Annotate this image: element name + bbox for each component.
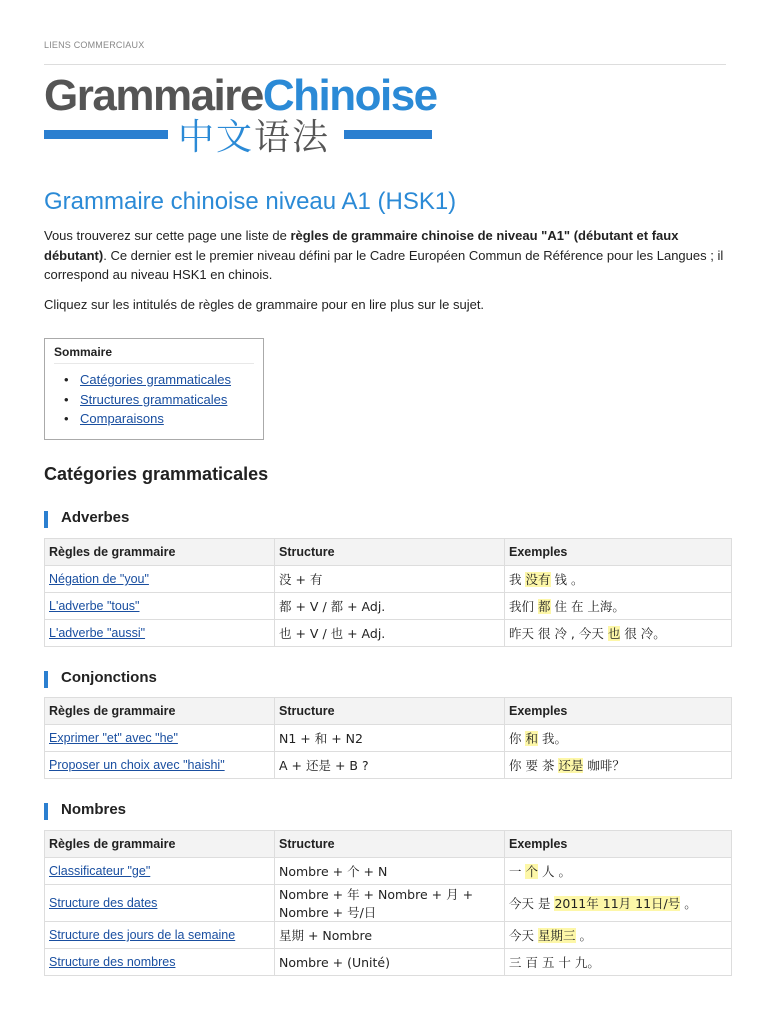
- example-highlight: 和: [525, 731, 538, 746]
- table-of-contents: [44, 338, 264, 440]
- example-highlight: 星期三: [537, 928, 576, 943]
- example-text: 我们: [509, 599, 538, 614]
- example-text: 今天: [509, 928, 538, 943]
- rule-link[interactable]: Classificateur "ge": [49, 864, 151, 878]
- col-header-rule: Règles de grammaire: [45, 698, 275, 725]
- table-adverbes: [44, 538, 732, 647]
- example-highlight: 2011年 11月 11日/号: [554, 896, 681, 911]
- toc-link-categories[interactable]: Catégories grammaticales: [80, 372, 232, 387]
- col-header-rule: Règles de grammaire: [45, 539, 275, 566]
- table-row: [45, 752, 732, 779]
- structure-cell: Nombre + 个 + N: [275, 858, 505, 885]
- example-text: 人 。: [538, 864, 571, 879]
- rule-cell: [45, 922, 275, 949]
- subsection-heading-nombres: Nombres: [44, 801, 126, 818]
- toc-link-structures[interactable]: Structures grammaticales: [80, 391, 228, 407]
- logo-cn1: 中文: [178, 117, 255, 158]
- subsection-heading-conjonctions: Conjonctions: [44, 669, 157, 686]
- example-text: 钱 。: [550, 572, 584, 587]
- structure-cell: 都 + V / 都 + Adj.: [275, 593, 505, 620]
- example-cell: [505, 725, 732, 752]
- example-text: 一: [509, 864, 526, 879]
- structure-cell: 星期 + Nombre: [275, 922, 505, 949]
- table-row: [45, 858, 732, 885]
- table-conjonctions: [44, 697, 732, 779]
- example-highlight: 都: [537, 599, 551, 614]
- rule-link[interactable]: L'adverbe "tous": [49, 599, 140, 613]
- page-title: Grammaire chinoise niveau A1 (HSK1): [44, 188, 457, 215]
- toc-item: [80, 390, 254, 410]
- structure-cell: Nombre + 年 + Nombre + 月 + Nombre + 号/日: [275, 885, 505, 922]
- rows-adverbes: [45, 566, 732, 647]
- rule-link[interactable]: Structure des jours de la semaine: [49, 928, 236, 942]
- logo-part2: Chinoise: [262, 71, 437, 120]
- rule-link[interactable]: Structure des dates: [49, 896, 158, 910]
- table-row: [45, 949, 732, 976]
- example-text: 三 百 五 十 九。: [509, 955, 600, 970]
- toc-link-comparaisons[interactable]: Comparaisons: [80, 411, 164, 426]
- divider: [44, 64, 726, 65]
- col-header-rule: Règles de grammaire: [45, 831, 275, 858]
- table-header-row: [45, 831, 732, 858]
- rule-link[interactable]: Structure des nombres: [49, 955, 176, 969]
- example-text: 很 冷。: [620, 626, 666, 641]
- logo-bar-left: [44, 130, 168, 139]
- example-highlight: 还是: [558, 758, 584, 773]
- example-text: 今天 是: [509, 896, 555, 911]
- rule-link[interactable]: Proposer un choix avec "haishi": [49, 758, 225, 772]
- toc-title: Sommaire: [54, 345, 254, 364]
- rule-cell: [45, 725, 275, 752]
- intro-text-2: . Ce dernier est le premier niveau défini par le Cadre Européen Commun de Référence pour les Langues ; il correspond au niveau HSK1 en chinois.: [44, 247, 724, 282]
- toc-item: [80, 409, 254, 429]
- intro-bold: règles de grammaire chinoise de niveau "A1" (débutant et faux débutant): [44, 228, 679, 263]
- toc-item: [80, 370, 254, 390]
- table-row: [45, 566, 732, 593]
- subsection-heading-adverbes: Adverbes: [44, 509, 129, 526]
- toc-list: [54, 370, 254, 429]
- logo-wordmark: [44, 71, 437, 120]
- rule-cell: [45, 885, 275, 922]
- structure-cell: Nombre + (Unité): [275, 949, 505, 976]
- example-highlight: 个: [525, 864, 538, 879]
- col-header-examples: Exemples: [505, 539, 732, 566]
- example-text: 咖啡？: [583, 758, 625, 773]
- table-header-row: [45, 539, 732, 566]
- example-highlight: 没有: [525, 572, 551, 587]
- example-text: 你: [509, 731, 526, 746]
- rule-cell: [45, 566, 275, 593]
- intro-text-1: Vous trouverez sur cette page une liste de: [44, 228, 291, 243]
- structure-cell: 也 + V / 也 + Adj.: [275, 620, 505, 647]
- rule-link[interactable]: Négation de "you": [49, 572, 149, 586]
- example-cell: [505, 922, 732, 949]
- ads-label: LIENS COMMERCIAUX: [44, 40, 145, 50]
- example-text: 你 要 茶: [509, 758, 559, 773]
- table-row: [45, 725, 732, 752]
- example-text: 。: [680, 896, 697, 911]
- logo-part1: Grammaire: [44, 71, 263, 120]
- logo-cn2: 语法: [254, 117, 331, 158]
- table-row: [45, 922, 732, 949]
- col-header-structure: Structure: [275, 698, 505, 725]
- logo-bar-right: [344, 130, 432, 139]
- example-cell: [505, 858, 732, 885]
- structure-cell: A + 还是 + B ?: [275, 752, 505, 779]
- example-cell: [505, 593, 732, 620]
- table-row: [45, 885, 732, 922]
- site-logo[interactable]: [44, 71, 437, 158]
- example-cell: [505, 885, 732, 922]
- structure-cell: N1 + 和 + N2: [275, 725, 505, 752]
- rule-link[interactable]: Exprimer "et" avec "he": [49, 731, 178, 745]
- rows-conjonctions: [45, 725, 732, 779]
- logo-chinese: [178, 118, 330, 158]
- table-nombres: [44, 830, 732, 976]
- col-header-structure: Structure: [275, 539, 505, 566]
- rule-cell: [45, 949, 275, 976]
- rule-cell: [45, 752, 275, 779]
- rule-cell: [45, 858, 275, 885]
- example-cell: [505, 752, 732, 779]
- example-text: 我: [509, 572, 526, 587]
- structure-cell: 没 + 有: [275, 566, 505, 593]
- table-header-row: [45, 698, 732, 725]
- col-header-examples: Exemples: [505, 831, 732, 858]
- col-header-structure: Structure: [275, 831, 505, 858]
- intro-paragraph-2: Cliquez sur les intitulés de règles de grammaire pour en lire plus sur le sujet.: [44, 297, 485, 312]
- rule-cell: [45, 620, 275, 647]
- rows-nombres: [45, 858, 732, 976]
- example-text: 我。: [538, 731, 567, 746]
- example-cell: [505, 949, 732, 976]
- example-highlight: 也: [607, 626, 621, 641]
- example-text: 。: [575, 928, 592, 943]
- table-row: [45, 620, 732, 647]
- rule-link[interactable]: L'adverbe "aussi": [49, 626, 146, 640]
- example-text: 住 在 上海。: [550, 599, 625, 614]
- section-heading: Catégories grammaticales: [44, 464, 269, 484]
- example-text: 昨天 很 冷 , 今天: [509, 626, 608, 641]
- rule-cell: [45, 593, 275, 620]
- example-cell: [505, 566, 732, 593]
- col-header-examples: Exemples: [505, 698, 732, 725]
- table-row: [45, 593, 732, 620]
- intro-paragraph: [44, 226, 726, 285]
- example-cell: [505, 620, 732, 647]
